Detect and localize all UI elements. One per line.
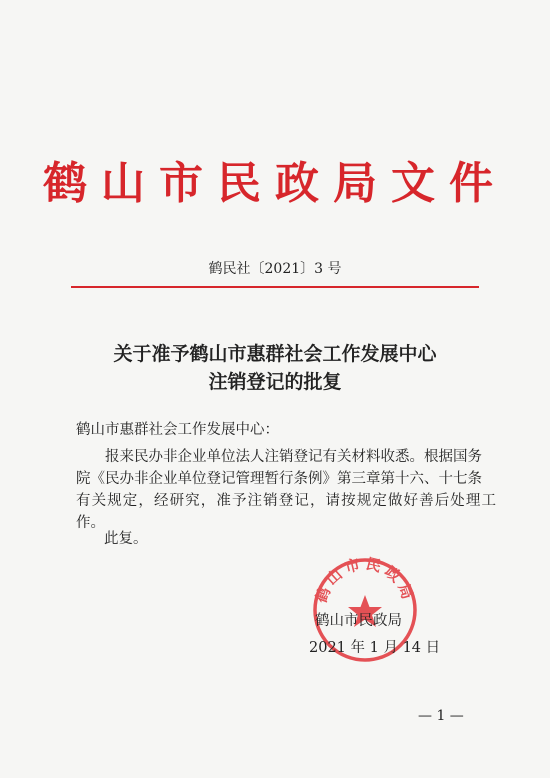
addressee: 鹤山市惠群社会工作发展中心： xyxy=(76,422,279,438)
paragraph-line-1: 报来民办非企业单位法人注销登记有关材料收悉。根据国务 xyxy=(105,449,482,465)
document-number: 鹤民社〔2021〕3 号 xyxy=(208,261,342,277)
page-number: — 1 — xyxy=(418,708,464,724)
red-divider-line xyxy=(71,286,479,288)
paragraph-line-2: 院《民办非企业单位登记管理暂行条例》第三章第十六、十七条 xyxy=(76,471,482,487)
title-line-1: 关于准予鹤山市惠群社会工作发展中心 xyxy=(113,343,437,365)
title-line-2: 注销登记的批复 xyxy=(208,371,342,393)
issuer-header: 鹤山市民政局文件 xyxy=(43,158,507,209)
signing-date: 2021 年 1 月 14 日 xyxy=(309,640,441,656)
body-paragraph xyxy=(76,446,496,534)
paragraph-line-3: 有关规定，经研究，准予注销登记，请按规定做好善后处理工作。 xyxy=(76,493,496,531)
signing-organization: 鹤山市民政局 xyxy=(315,613,402,629)
closing-remark: 此复。 xyxy=(104,531,148,547)
seal-text: 鹤山市民政局 xyxy=(311,555,419,606)
document-title xyxy=(0,340,550,396)
